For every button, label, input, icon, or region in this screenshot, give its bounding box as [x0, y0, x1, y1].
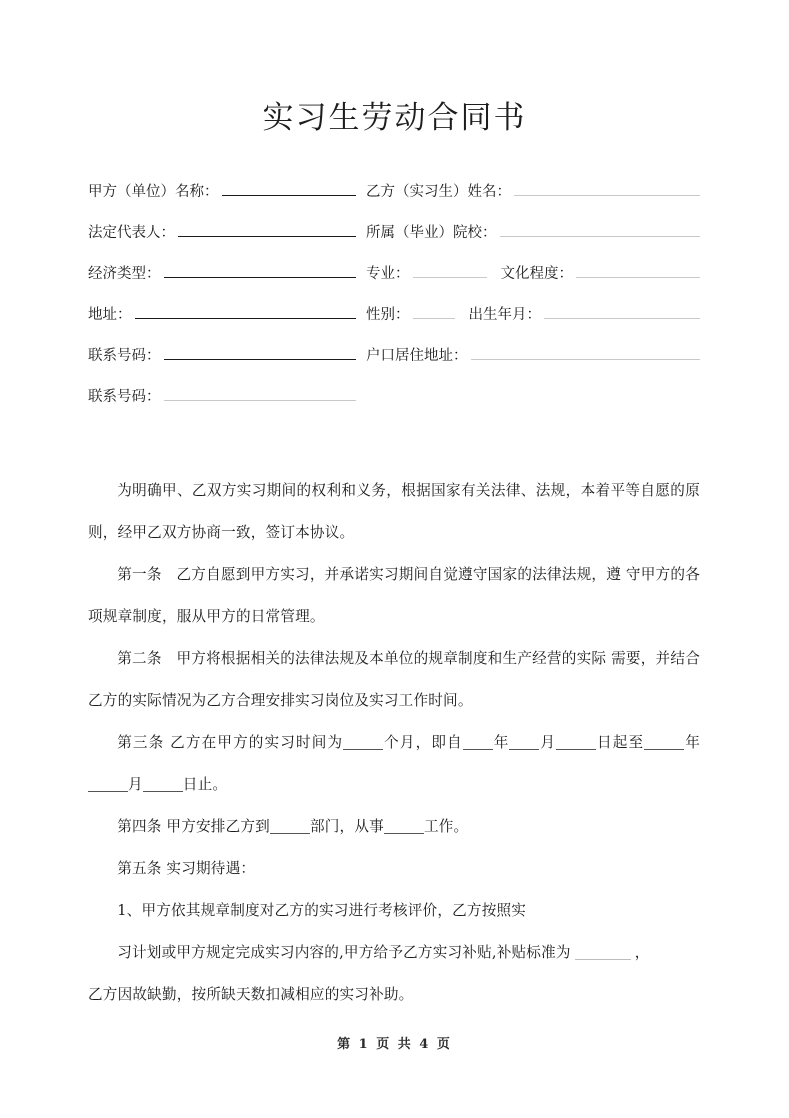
paragraph-article-5: 第五条 实习期待遇：: [117, 860, 256, 877]
field-label-contact-number-secondary: 联系号码：: [88, 389, 161, 405]
paragraph-item-1-line-1: 1、甲方依其规章制度对乙方的实习进行考核评价，乙方按照实: [117, 902, 527, 919]
article-3-blank-end-month[interactable]: [88, 777, 128, 792]
paragraph-article-3: [88, 722, 700, 806]
page-number-footer: 第 1 页 共 4 页: [337, 1037, 452, 1052]
field-group-residence-address: [366, 344, 700, 365]
field-row: [88, 385, 700, 426]
article-3-blank-start-day[interactable]: [556, 735, 596, 750]
field-label-intern-name: 乙方（实习生）姓名：: [366, 184, 511, 200]
item-1-text-allowance: 习计划或甲方规定完成实习内容的,甲方给予乙方实习补贴,补贴标准为: [117, 944, 571, 961]
field-group-legal-representative: [88, 221, 356, 242]
page-title: 实习生劳动合同书: [262, 100, 527, 136]
article-3-text-1: 第三条 乙方在甲方的实习时间为: [117, 734, 344, 751]
article-3-text-4: 月: [539, 734, 557, 751]
field-input-school[interactable]: [500, 223, 701, 237]
field-label-school: 所属（毕业）院校：: [366, 225, 497, 241]
field-input-address[interactable]: [135, 305, 357, 319]
field-row: [88, 180, 700, 221]
article-4-blank-department[interactable]: [270, 819, 310, 834]
item-1-text-comma: ，: [634, 944, 650, 961]
article-3-text-3: 年: [492, 734, 510, 751]
field-group-major-education: [366, 262, 700, 283]
paragraph-item-1-line-2: [88, 932, 700, 974]
paragraph-preamble: 为明确甲、乙双方实习期间的权利和义务，根据国家有关法律、法规，本着平等自愿的原则，经甲乙双方协商一致，签订本协议。: [88, 482, 700, 541]
paragraph-article-2: 第二条 甲方将根据相关的法律法规及本单位的规章制度和生产经营的实际 需要，并结合乙方的实际情况为乙方合理安排实习岗位及实习工作时间。: [88, 650, 700, 709]
article-4-text-1: 第四条 甲方安排乙方到: [117, 818, 270, 835]
article-3-text-5: 日起至: [596, 734, 645, 751]
party-information-fields: [88, 180, 700, 426]
article-3-text-7: 月: [128, 776, 143, 793]
field-label-education-level: 文化程度：: [500, 266, 573, 282]
field-row: [88, 221, 700, 262]
contract-body: [88, 470, 700, 1016]
field-group-school: [366, 221, 700, 242]
article-3-blank-start-year[interactable]: [463, 735, 493, 750]
article-3-text-2: 个月，即自: [383, 734, 463, 751]
field-label-residence-address: 户口居住地址：: [366, 348, 468, 364]
field-input-major[interactable]: [413, 264, 487, 278]
field-input-birthdate[interactable]: [544, 305, 700, 319]
article-3-text-6: 年: [684, 734, 700, 751]
field-group-gender-birthdate: [366, 303, 700, 324]
article-3-blank-months[interactable]: [343, 735, 383, 750]
field-label-economic-type: 经济类型：: [88, 266, 161, 282]
field-input-gender[interactable]: [413, 305, 455, 319]
article-3-text-8: 日止。: [182, 776, 228, 793]
field-group-economic-type: [88, 262, 356, 283]
paragraph-article-4: [88, 806, 700, 848]
paragraph-item-1-line-3: 乙方因故缺勤，按所缺天数扣减相应的实习补助。: [88, 986, 414, 1003]
field-label-address: 地址：: [88, 307, 132, 323]
article-3-blank-end-year[interactable]: [644, 735, 684, 750]
paragraph-article-1: 第一条 乙方自愿到甲方实习，并承诺实习期间自觉遵守国家的法律法规，遵 守甲方的各项规章制度，服从甲方的日常管理。: [88, 566, 700, 625]
field-input-legal-representative[interactable]: [178, 223, 356, 237]
item-1-blank-allowance-standard[interactable]: [575, 945, 631, 960]
field-row: [88, 303, 700, 344]
article-3-blank-start-month[interactable]: [509, 735, 539, 750]
article-4-text-3: 工作。: [423, 818, 469, 835]
article-4-blank-job[interactable]: [384, 819, 424, 834]
field-label-birthdate: 出生年月：: [468, 307, 541, 323]
field-row: [88, 344, 700, 385]
field-input-contact-number-secondary[interactable]: [164, 387, 357, 401]
field-group-contact-number-secondary: [88, 385, 356, 406]
field-input-intern-name[interactable]: [514, 182, 700, 196]
field-input-education-level[interactable]: [576, 264, 700, 278]
field-group-intern-name: [366, 180, 700, 201]
field-group-address: [88, 303, 356, 324]
field-row: [88, 262, 700, 303]
field-input-company-name[interactable]: [222, 182, 357, 196]
article-4-text-2: 部门，从事: [309, 818, 384, 835]
field-group-contact-number: [88, 344, 356, 365]
field-label-major: 专业：: [366, 266, 410, 282]
field-label-legal-representative: 法定代表人：: [88, 225, 175, 241]
field-group-company-name: [88, 180, 356, 201]
field-label-contact-number: 联系号码：: [88, 348, 161, 364]
field-label-company-name: 甲方（单位）名称：: [88, 184, 219, 200]
article-3-blank-end-day[interactable]: [143, 777, 183, 792]
field-input-residence-address[interactable]: [471, 346, 701, 360]
field-input-contact-number[interactable]: [164, 346, 357, 360]
field-input-economic-type[interactable]: [164, 264, 357, 278]
field-label-gender: 性别：: [366, 307, 410, 323]
